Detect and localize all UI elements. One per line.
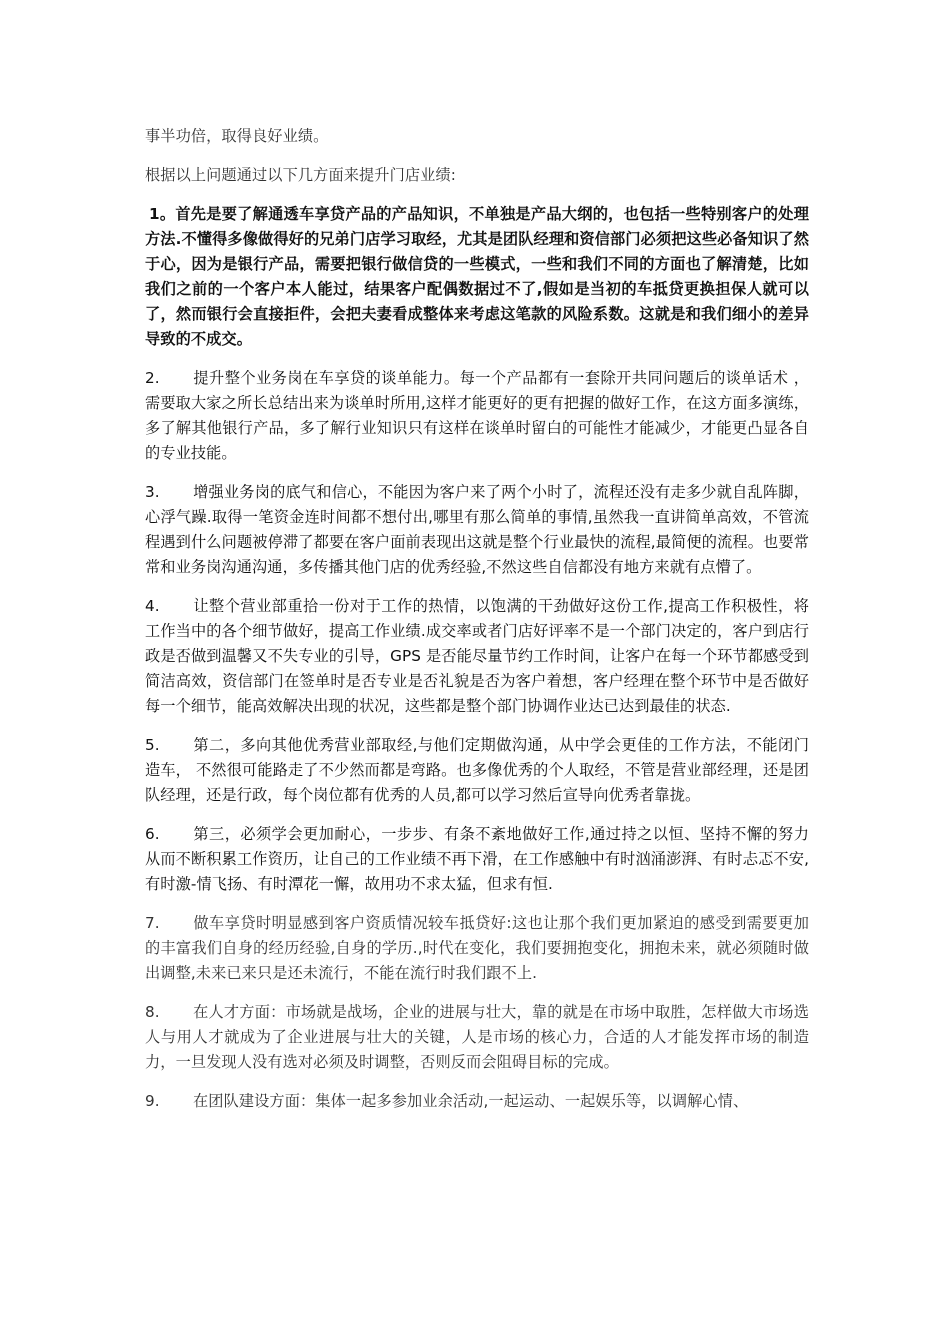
intro-paragraph-1: 事半功倍，取得良好业绩。 [145, 127, 329, 145]
point-1-paragraph [145, 202, 809, 352]
list-item-text: 第三，必须学会更加耐心，一步步、有条不紊地做好工作,通过持之以恒、坚持不懈的努力从而不断积累工作资历，让自己的工作业绩不再下滑，在工作感触中有时汹涌澎湃、有时忐忑不安,有时激-情飞扬、有时潭花一懈，故用功不求太猛，但求有恒. [145, 825, 809, 893]
list-item-7 [145, 911, 809, 986]
list-item-number: 3. [145, 483, 160, 501]
document-page [145, 124, 809, 1128]
list-item-number: 8. [145, 1003, 160, 1021]
list-item-2 [145, 366, 809, 466]
list-item-9 [145, 1089, 809, 1114]
list-item-text: 提升整个业务岗在车享贷的谈单能力。每一个产品都有一套除开共同问题后的谈单话术 ，需要取大家之所长总结出来为谈单时所用,这样才能更好的更有把握的做好工作，在这方面多演练，多了解其他银行产品，多了解行业知识只有这样在谈单时留白的可能性才能减少，才能更凸显各自的专业技能。 [145, 369, 809, 462]
list-item-text: 第二，多向其他优秀营业部取经,与他们定期做沟通，从中学会更佳的工作方法，不能闭门造车， 不然很可能路走了不少然而都是弯路。也多像优秀的个人取经，不管是营业部经理，还是团队经理，还是行政，每个岗位都有优秀的人员,都可以学习然后宣导向优秀者靠拢。 [145, 736, 809, 804]
list-item-number: 5. [145, 736, 160, 754]
list-item-number: 4. [145, 597, 160, 615]
point-1-text: 首先是要了解通透车享贷产品的产品知识，不单独是产品大纲的，也包括一些特别客户的处理方法.不懂得多像做得好的兄弟门店学习取经，尤其是团队经理和资信部门必须把这些必备知识了然于心，因为是银行产品，需要把银行做信贷的一些模式，一些和我们不同的方面也了解清楚，比如我们之前的一个客户本人能过，结果客户配偶数据过不了,假如是当初的车抵贷更换担保人就可以了，然而银行会直接拒件，会把夫妻看成整体来考虑这笔款的风险系数。这就是和我们细小的差异导致的不成交。 [145, 205, 809, 348]
list-item-text: 增强业务岗的底气和信心，不能因为客户来了两个小时了，流程还没有走多少就自乱阵脚，心浮气躁.取得一笔资金连时间都不想付出,哪里有那么简单的事情,虽然我一直讲简单高效，不管流程遇到什么问题被停滞了都要在客户面前表现出这就是整个行业最快的流程,最简便的流程。也要常常和业务岗沟通沟通，多传播其他门店的优秀经验,不然这些自信都没有地方来就有点懵了。 [145, 483, 809, 576]
list-item-4 [145, 594, 809, 719]
list-item-number: 9. [145, 1092, 160, 1110]
list-item-number: 7. [145, 914, 160, 932]
list-item-text: 做车享贷时明显感到客户资质情况较车抵贷好:这也让那个我们更加紧迫的感受到需要更加的丰富我们自身的经历经验,自身的学历.,时代在变化，我们要拥抱变化，拥抱未来，就必须随时做出调整,未来已来只是还未流行，不能在流行时我们跟不上. [145, 914, 809, 982]
list-item-number: 2. [145, 369, 160, 387]
list-item-text: 在团队建设方面：集体一起多参加业余活动,一起运动、一起娱乐等，以调解心情、 [193, 1092, 749, 1110]
list-item-5 [145, 733, 809, 808]
list-item-text: 让整个营业部重拾一份对于工作的热情，以饱满的干劲做好这份工作,提高工作积极性，将工作当中的各个细节做好，提高工作业绩.成交率或者门店好评率不是一个部门决定的，客户到店行政是否做到温馨又不失专业的引导，GPS 是否能尽量节约工作时间，让客户在每一个环节都感受到简洁高效，资信部门在签单时是否专业是否礼貌是否为客户着想，客户经理在整个环节中是否做好每一个细节，能高效解决出现的状况，这些都是整个部门协调作业达已达到最佳的状态. [145, 597, 809, 715]
list-item-8 [145, 1000, 809, 1075]
list-item-text: 在人才方面：市场就是战场，企业的进展与壮大，靠的就是在市场中取胜，怎样做大市场选人与用人才就成为了企业进展与壮大的关键，人是市场的核心力，合适的人才能发挥市场的制造力，一旦发现人没有选对必须及时调整，否则反而会阻碍目标的完成。 [145, 1003, 809, 1071]
list-item-number: 6. [145, 825, 160, 843]
list-item-3 [145, 480, 809, 580]
list-item-6 [145, 822, 809, 897]
intro-paragraph-2: 根据以上问题通过以下几方面来提升门店业绩: [145, 166, 456, 184]
point-1-number: 1。 [149, 205, 176, 223]
